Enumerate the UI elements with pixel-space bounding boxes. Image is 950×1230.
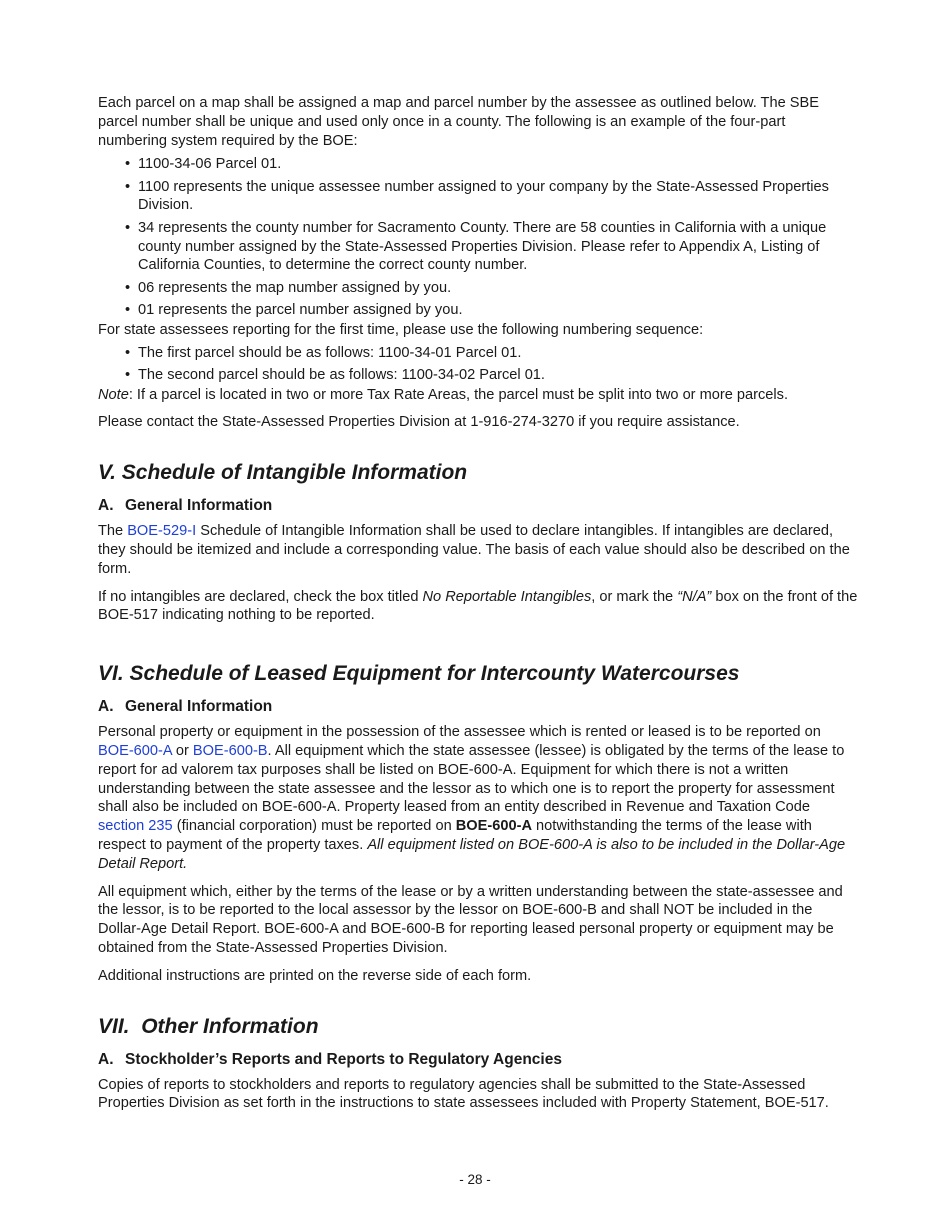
boe-600-b-link[interactable]: BOE-600-B (192, 743, 268, 760)
leased-equipment-paragraph (98, 723, 858, 873)
text-span: “N/A” (677, 588, 712, 605)
section-number: V. (98, 461, 116, 485)
note-text: : If a parcel is located in two or more Tax Rate Areas, the parcel must be split into two or more parcels. (128, 386, 789, 403)
text-span: box on the front of the BOE-517 indicating nothing to be reported. (98, 588, 858, 624)
boe-529-i-link[interactable]: BOE-529-I (127, 523, 197, 540)
text-span: The (98, 523, 128, 540)
text-span: No Reportable Intangibles (422, 588, 592, 605)
section-235-link[interactable]: section 235 (98, 818, 173, 835)
text-span: notwithstanding the terms of the lease with respect to payment of the property taxes. (98, 818, 812, 854)
contact-paragraph: Please contact the State-Assessed Properties Division at 1-916-274-3270 if you require assistance. (98, 414, 740, 431)
parcel-example-list (98, 155, 858, 319)
section-number: VI. (98, 662, 124, 686)
subsection-letter: A. (98, 1050, 114, 1068)
list-item: • The first parcel should be as follows: 1100-34-01 Parcel 01. (125, 344, 858, 363)
section-title: Schedule of Leased Equipment for Intercounty Watercourses (129, 662, 740, 686)
section-v-subheading (98, 496, 858, 516)
text-span: . All equipment which the state assessee (lessee) is obligated by the terms of the lease to report for ad valorem tax purposes shall be listed on BOE-600-A. Equipment for which there is not a written understanding between the state assessee and the lessor as to which one is to report the property for assessment shall also be included on BOE-600-A. Property leased from an entity described in Revenue and Taxation Code (98, 743, 845, 816)
list-item: • 06 represents the map number assigned by you. (125, 279, 858, 298)
document-page (98, 94, 858, 1113)
list-item: • 34 represents the county number for Sacramento County. There are 58 counties in California with a unique county number assigned by the State-Assessed Properties Division. Please refer to Appendix A, Listing of California Counties, to determine the correct county number. (125, 219, 858, 275)
no-intangibles-paragraph (98, 588, 858, 626)
text-span: Personal property or equipment in the possession of the assessee which is rented or leased is to be reported on (98, 724, 821, 741)
list-item: • 1100 represents the unique assessee number assigned to your company by the State-Assessed Properties Division. (125, 178, 858, 216)
text-span: , or mark the (591, 588, 678, 605)
note-label: Note (98, 386, 129, 403)
text-span: If no intangibles are declared, check the box titled (98, 588, 423, 605)
text-span: (financial corporation) must be reported on (172, 818, 456, 835)
section-title: Other Information (141, 1014, 319, 1038)
section-vi-subheading (98, 697, 858, 717)
numbering-sequence-list (98, 344, 858, 385)
section-title: Schedule of Intangible Information (121, 461, 468, 485)
intangibles-paragraph (98, 522, 858, 578)
list-item: • 1100-34-06 Parcel 01. (125, 155, 858, 174)
stockholder-reports-paragraph: Copies of reports to stockholders and reports to regulatory agencies shall be submitted to the State-Assessed Properties Division as set forth in the instructions to state assessees included with Property Statement, BOE-517. (98, 1076, 829, 1112)
note-paragraph (98, 386, 858, 405)
section-number: VII. (98, 1014, 130, 1038)
text-span: All equipment listed on BOE-600-A is also to be included in the Dollar-Age Detail Report. (98, 837, 846, 872)
subsection-title: General Information (125, 698, 273, 716)
subsection-title: Stockholder’s Reports and Reports to Regulatory Agencies (125, 1050, 562, 1068)
lessor-paragraph: All equipment which, either by the terms of the lease or by a written understanding between the state-assessee and the lessor, is to be reported to the local assessor by the lessor on BOE-600-B and shall NOT be included in the Dollar-Age Detail Report. BOE-600-A and BOE-600-B for reporting leased personal property or equipment may be obtained from the State-Assessed Properties Division. (98, 883, 843, 956)
text-span: BOE-600-A (455, 818, 532, 835)
subsection-letter: A. (98, 698, 114, 716)
intro-paragraph: Each parcel on a map shall be assigned a map and parcel number by the assessee as outlined below. The SBE parcel number shall be unique and used only once in a county. The following is an example of the four-part numbering system required by the BOE: (98, 95, 819, 149)
text-span: Schedule of Intangible Information shall be used to declare intangibles. If intangibles are declared, they should be itemized and include a corresponding value. The basis of each value should also be described on the form. (98, 523, 850, 577)
list-item: • 01 represents the parcel number assigned by you. (125, 301, 858, 320)
subsection-title: General Information (125, 497, 273, 515)
subsection-letter: A. (98, 497, 114, 515)
section-v-heading (98, 460, 858, 486)
additional-instructions-paragraph: Additional instructions are printed on the reverse side of each form. (98, 967, 532, 984)
section-vii-subheading (98, 1050, 858, 1070)
page-number: - 28 - (459, 1172, 491, 1187)
list-item: • The second parcel should be as follows: 1100-34-02 Parcel 01. (125, 366, 858, 385)
section-vi-heading (98, 661, 858, 687)
text-span: or (171, 743, 193, 760)
boe-600-a-link[interactable]: BOE-600-A (98, 743, 172, 760)
section-vii-heading (98, 1014, 858, 1040)
first-time-paragraph: For state assessees reporting for the first time, please use the following numbering sequence: (98, 321, 704, 338)
